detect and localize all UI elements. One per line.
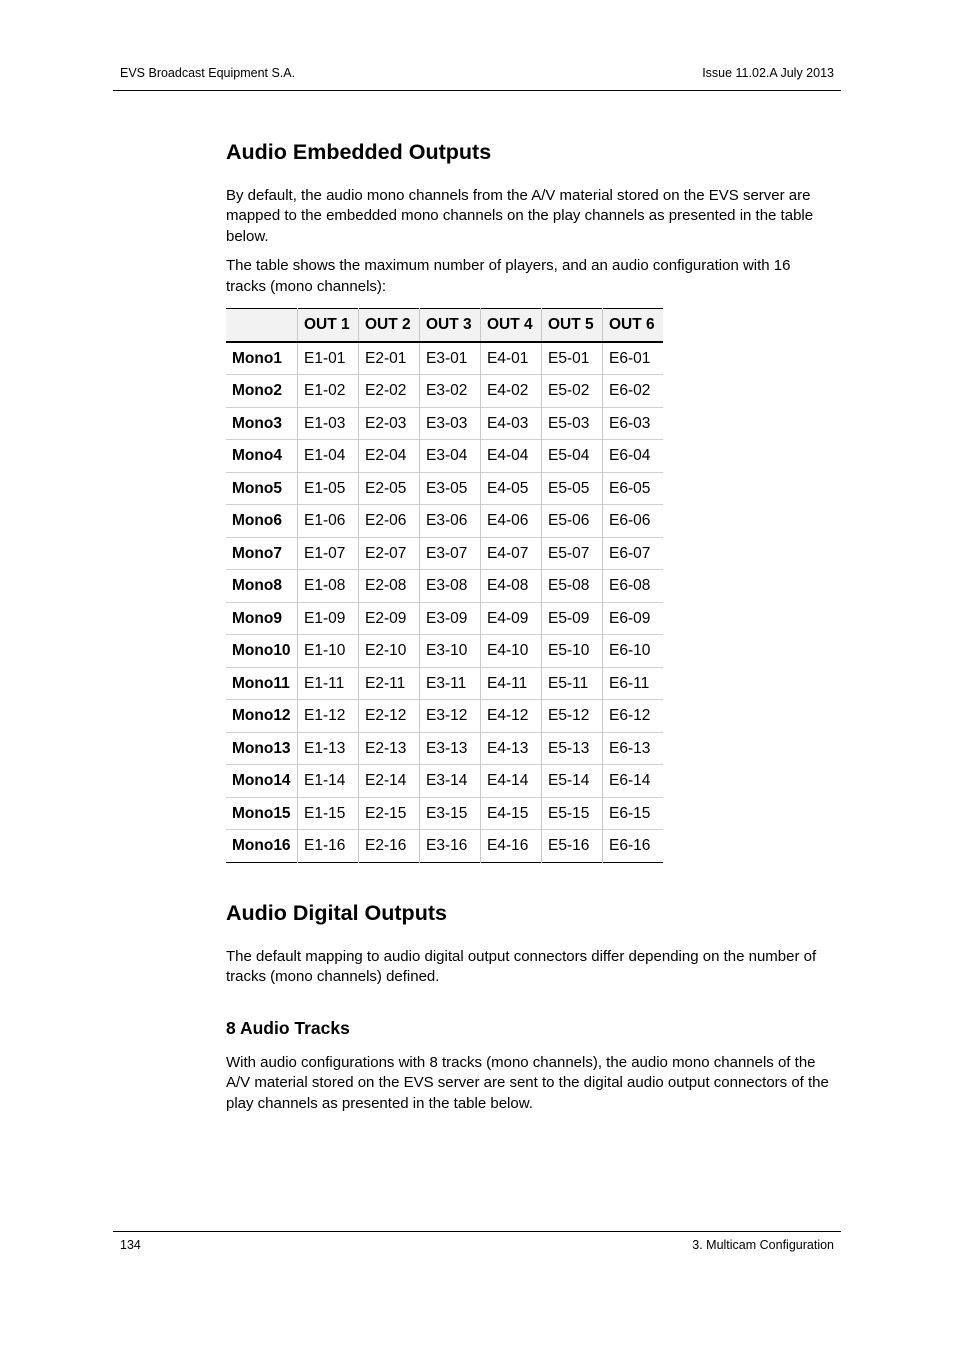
table-cell: E2-14: [359, 765, 420, 798]
paragraph-8-tracks: With audio configurations with 8 tracks (mono channels), the audio mono channels of the A/V material stored on the EVS server are sent to the digital audio output connectors of the play channels as presented in the table below.: [226, 1053, 829, 1112]
table-cell: E5-06: [542, 505, 603, 538]
table-cell: E2-07: [359, 537, 420, 570]
header-issue: Issue 11.02.A July 2013: [702, 66, 834, 80]
table-column-header: OUT 5: [542, 309, 603, 342]
table-row: [226, 765, 663, 798]
table-row-label: Mono1: [232, 349, 282, 367]
table-row: [226, 635, 663, 668]
table-header-row: [226, 309, 663, 342]
paragraph-embedded-intro: By default, the audio mono channels from the A/V material stored on the EVS server are mapped to the embedded mono channels on the play channels as presented in the table below.: [226, 186, 814, 245]
table-row-label: Mono8: [232, 577, 282, 595]
table-cell: E2-03: [359, 407, 420, 440]
table-cell: E4-14: [481, 765, 542, 798]
table-row: [226, 700, 663, 733]
table-cell: E6-07: [603, 537, 664, 570]
table-cell: E1-10: [298, 635, 359, 668]
table-row-label: Mono7: [232, 544, 282, 562]
table-row-label: Mono6: [232, 512, 282, 530]
table-cell: E5-05: [542, 472, 603, 505]
table-row: [226, 830, 663, 863]
table-cell: E4-05: [481, 472, 542, 505]
table-row-label: Mono4: [232, 447, 282, 465]
table-cell: E2-05: [359, 472, 420, 505]
table-cell: E2-15: [359, 797, 420, 830]
table-cell: E6-02: [603, 375, 664, 408]
table-column-header: OUT 1: [298, 309, 359, 342]
table-cell: E1-01: [298, 342, 359, 375]
table-cell: E5-03: [542, 407, 603, 440]
embedded-outputs-table: [226, 308, 663, 863]
table-cell: E3-09: [420, 602, 481, 635]
table-cell: E4-11: [481, 667, 542, 700]
paragraph-digital-intro: The default mapping to audio digital output connectors differ depending on the number of tracks (mono channels) defined.: [226, 947, 817, 986]
table-cell: E1-04: [298, 440, 359, 473]
table-cell: E6-08: [603, 570, 664, 603]
table-row: [226, 732, 663, 765]
table-cell: E5-08: [542, 570, 603, 603]
table-row-label: Mono10: [232, 642, 291, 660]
table-row-label: Mono11: [232, 674, 290, 692]
page-content: [226, 140, 834, 1123]
table-row-label: Mono2: [232, 382, 282, 400]
table-row-label: Mono5: [232, 479, 282, 497]
table-cell: E4-08: [481, 570, 542, 603]
table-cell: E4-07: [481, 537, 542, 570]
table-cell: E1-15: [298, 797, 359, 830]
table-cell: E4-09: [481, 602, 542, 635]
table-cell: E1-16: [298, 830, 359, 863]
table-cell: E1-12: [298, 700, 359, 733]
table-cell: E5-09: [542, 602, 603, 635]
table-cell: E1-05: [298, 472, 359, 505]
table-cell: E6-04: [603, 440, 664, 473]
table-cell: E2-11: [359, 667, 420, 700]
table-cell: E6-13: [603, 732, 664, 765]
table-corner-cell: [226, 309, 298, 342]
table-cell: E3-11: [420, 667, 481, 700]
table-cell: E1-13: [298, 732, 359, 765]
table-row: [226, 797, 663, 830]
table-cell: E2-02: [359, 375, 420, 408]
table-column-header: OUT 2: [359, 309, 420, 342]
table-row-label: Mono12: [232, 707, 291, 725]
table-cell: E4-01: [481, 342, 542, 375]
table-cell: E3-08: [420, 570, 481, 603]
table-cell: E4-10: [481, 635, 542, 668]
table-cell: E5-10: [542, 635, 603, 668]
table-row: [226, 570, 663, 603]
table-cell: E6-14: [603, 765, 664, 798]
table-cell: E2-01: [359, 342, 420, 375]
table-cell: E1-06: [298, 505, 359, 538]
table-cell: E4-06: [481, 505, 542, 538]
table-cell: E5-13: [542, 732, 603, 765]
table-cell: E2-10: [359, 635, 420, 668]
table-cell: E6-01: [603, 342, 664, 375]
table-cell: E1-03: [298, 407, 359, 440]
table-cell: E3-13: [420, 732, 481, 765]
table-row: [226, 505, 663, 538]
footer-chapter: 3. Multicam Configuration: [692, 1238, 834, 1252]
table-cell: E3-01: [420, 342, 481, 375]
table-cell: E1-08: [298, 570, 359, 603]
table-cell: E3-05: [420, 472, 481, 505]
table-cell: E3-15: [420, 797, 481, 830]
header-company: EVS Broadcast Equipment S.A.: [120, 66, 296, 80]
table-cell: E6-10: [603, 635, 664, 668]
table-cell: E2-04: [359, 440, 420, 473]
table-row-label: Mono14: [232, 772, 291, 790]
table-cell: E6-03: [603, 407, 664, 440]
table-cell: E3-04: [420, 440, 481, 473]
table-cell: E3-10: [420, 635, 481, 668]
table-cell: E6-15: [603, 797, 664, 830]
table-cell: E4-12: [481, 700, 542, 733]
table-row: [226, 407, 663, 440]
table-row: [226, 537, 663, 570]
table-cell: E1-02: [298, 375, 359, 408]
subsection-title-8-tracks: 8 Audio Tracks: [226, 1017, 350, 1038]
table-cell: E2-09: [359, 602, 420, 635]
table-row: [226, 342, 663, 375]
table-cell: E4-04: [481, 440, 542, 473]
table-row-label: Mono13: [232, 739, 291, 757]
table-row: [226, 602, 663, 635]
table-column-header: OUT 3: [420, 309, 481, 342]
table-cell: E4-13: [481, 732, 542, 765]
table-cell: E4-03: [481, 407, 542, 440]
section-title-embedded: Audio Embedded Outputs: [226, 140, 492, 164]
table-cell: E6-12: [603, 700, 664, 733]
table-row: [226, 375, 663, 408]
table-cell: E2-06: [359, 505, 420, 538]
table-cell: E2-13: [359, 732, 420, 765]
table-cell: E3-02: [420, 375, 481, 408]
table-cell: E1-07: [298, 537, 359, 570]
table-cell: E3-16: [420, 830, 481, 863]
table-cell: E6-05: [603, 472, 664, 505]
footer-divider: [113, 1231, 841, 1232]
table-cell: E5-07: [542, 537, 603, 570]
table-row: [226, 440, 663, 473]
table-cell: E2-16: [359, 830, 420, 863]
table-cell: E5-11: [542, 667, 603, 700]
table-column-header: OUT 6: [603, 309, 664, 342]
table-cell: E5-12: [542, 700, 603, 733]
table-row: [226, 472, 663, 505]
table-cell: E5-16: [542, 830, 603, 863]
table-cell: E4-02: [481, 375, 542, 408]
table-cell: E3-07: [420, 537, 481, 570]
paragraph-embedded-table-note: The table shows the maximum number of players, and an audio configuration with 16 tracks (mono channels):: [226, 257, 791, 295]
footer-page-number: 134: [120, 1238, 141, 1252]
table-cell: E6-06: [603, 505, 664, 538]
table-column-header: OUT 4: [481, 309, 542, 342]
table-row: [226, 667, 663, 700]
table-cell: E2-12: [359, 700, 420, 733]
table-cell: E4-15: [481, 797, 542, 830]
table-cell: E6-11: [603, 667, 664, 700]
table-cell: E1-11: [298, 667, 359, 700]
table-cell: E4-16: [481, 830, 542, 863]
table-cell: E5-01: [542, 342, 603, 375]
table-row-label: Mono9: [232, 609, 282, 627]
table-cell: E6-09: [603, 602, 664, 635]
table-cell: E3-14: [420, 765, 481, 798]
table-cell: E2-08: [359, 570, 420, 603]
section-title-digital: Audio Digital Outputs: [226, 900, 447, 925]
table-cell: E1-09: [298, 602, 359, 635]
table-row-label: Mono15: [232, 804, 291, 822]
table-cell: E5-15: [542, 797, 603, 830]
table-cell: E3-06: [420, 505, 481, 538]
table-cell: E5-02: [542, 375, 603, 408]
table-cell: E5-04: [542, 440, 603, 473]
table-cell: E6-16: [603, 830, 664, 863]
header-divider: [113, 90, 841, 91]
table-row-label: Mono16: [232, 837, 291, 855]
table-cell: E3-03: [420, 407, 481, 440]
table-cell: E1-14: [298, 765, 359, 798]
table-cell: E3-12: [420, 700, 481, 733]
table-cell: E5-14: [542, 765, 603, 798]
table-row-label: Mono3: [232, 414, 282, 432]
